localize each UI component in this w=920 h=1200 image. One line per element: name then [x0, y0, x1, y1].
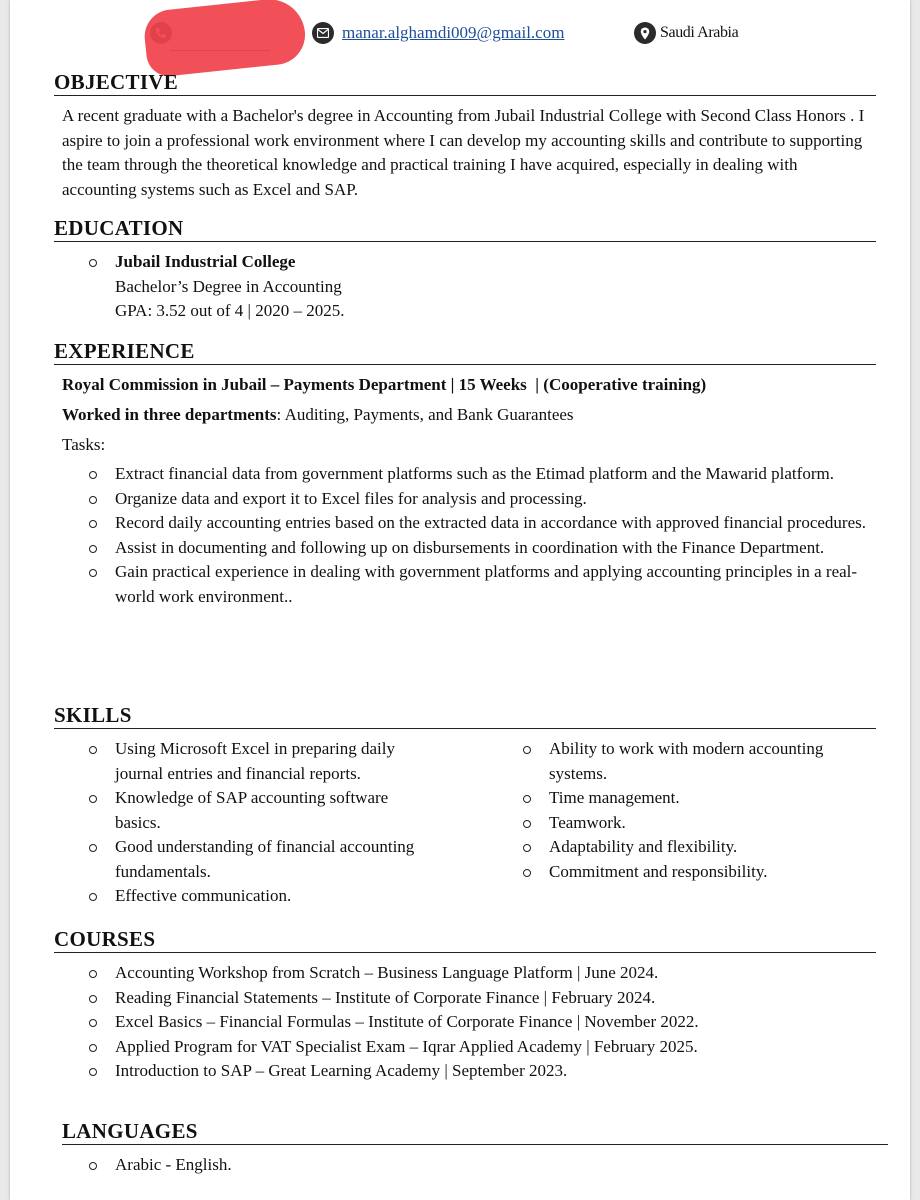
- courses-section: [54, 926, 876, 1084]
- email-item: [312, 18, 564, 48]
- list-item: Extract financial data from government platforms such as the Etimad platform and the Mawarid platform.: [54, 462, 876, 487]
- education-heading: EDUCATION: [54, 215, 876, 242]
- list-item: Reading Financial Statements – Institute of Corporate Finance | February 2024.: [54, 986, 876, 1011]
- list-item: Time management.: [488, 786, 868, 811]
- objective-section: [54, 69, 876, 202]
- education-section: [54, 215, 876, 324]
- list-item: Introduction to SAP – Great Learning Academy | September 2023.: [54, 1059, 876, 1084]
- courses-heading: COURSES: [54, 926, 876, 953]
- email-link[interactable]: manar.alghamdi009@gmail.com: [342, 23, 565, 42]
- list-item: Organize data and export it to Excel files for analysis and processing.: [54, 487, 876, 512]
- list-item: Ability to work with modern accounting systems.: [488, 737, 868, 786]
- experience-departments: Worked in three departments: Auditing, Payments, and Bank Guarantees: [62, 405, 574, 424]
- languages-list: [54, 1153, 888, 1178]
- experience-title: Royal Commission in Jubail – Payments Department | 15 Weeks | (Cooperative training): [62, 375, 707, 394]
- list-item: Effective communication.: [54, 884, 488, 909]
- list-item: Gain practical experience in dealing with government platforms and applying accounting principles in a real-world work environment..: [54, 560, 876, 609]
- experience-section: [54, 338, 876, 609]
- list-item: Accounting Workshop from Scratch – Business Language Platform | June 2024.: [54, 961, 876, 986]
- list-item: Commitment and responsibility.: [488, 860, 868, 885]
- list-item: Using Microsoft Excel in preparing daily journal entries and financial reports.: [54, 737, 488, 786]
- languages-heading: LANGUAGES: [62, 1118, 888, 1145]
- skills-list-left: [54, 737, 488, 909]
- experience-tasks-label: Tasks:: [62, 435, 106, 454]
- list-item: Arabic - English.: [54, 1153, 888, 1178]
- location-pin-icon: [634, 22, 656, 44]
- redaction-mark: [142, 0, 308, 78]
- skills-section: [54, 702, 876, 909]
- education-gpa: GPA: 3.52 out of 4 | 2020 – 2025.: [115, 301, 345, 320]
- skills-list-right: [488, 737, 868, 884]
- education-school: Jubail Industrial College: [54, 250, 876, 275]
- courses-list: [54, 961, 876, 1084]
- list-item: Knowledge of SAP accounting software basics.: [54, 786, 488, 835]
- education-degree: Bachelor’s Degree in Accounting: [115, 276, 342, 296]
- list-item: Assist in documenting and following up on disbursements in coordination with the Finance Department.: [54, 536, 876, 561]
- contact-bar: [10, 18, 910, 48]
- list-item: Adaptability and flexibility.: [488, 835, 868, 860]
- objective-text: A recent graduate with a Bachelor's degree in Accounting from Jubail Industrial College with Second Class Honors . I aspire to join a professional work environment where I can develop my accounting skills and contribute to supporting the team through the theoretical knowledge and practical training I have acquired, especially in dealing with accounting systems such as Excel and SAP.: [62, 106, 865, 199]
- objective-heading: OBJECTIVE: [54, 69, 876, 96]
- location-text: Saudi Arabia: [660, 24, 739, 41]
- list-item: Record daily accounting entries based on the extracted data in accordance with approved financial procedures.: [54, 511, 876, 536]
- location-item: [634, 18, 738, 48]
- list-item: Teamwork.: [488, 811, 868, 836]
- list-item: Excel Basics – Financial Formulas – Institute of Corporate Finance | November 2022.: [54, 1010, 876, 1035]
- experience-heading: EXPERIENCE: [54, 338, 876, 365]
- languages-section: [62, 1118, 888, 1178]
- list-item: Applied Program for VAT Specialist Exam – Iqrar Applied Academy | February 2025.: [54, 1035, 876, 1060]
- skills-heading: SKILLS: [54, 702, 876, 729]
- list-item: Good understanding of financial accounting fundamentals.: [54, 835, 488, 884]
- email-icon: [312, 22, 334, 44]
- experience-task-list: [54, 462, 876, 609]
- resume-page: [10, 0, 910, 1200]
